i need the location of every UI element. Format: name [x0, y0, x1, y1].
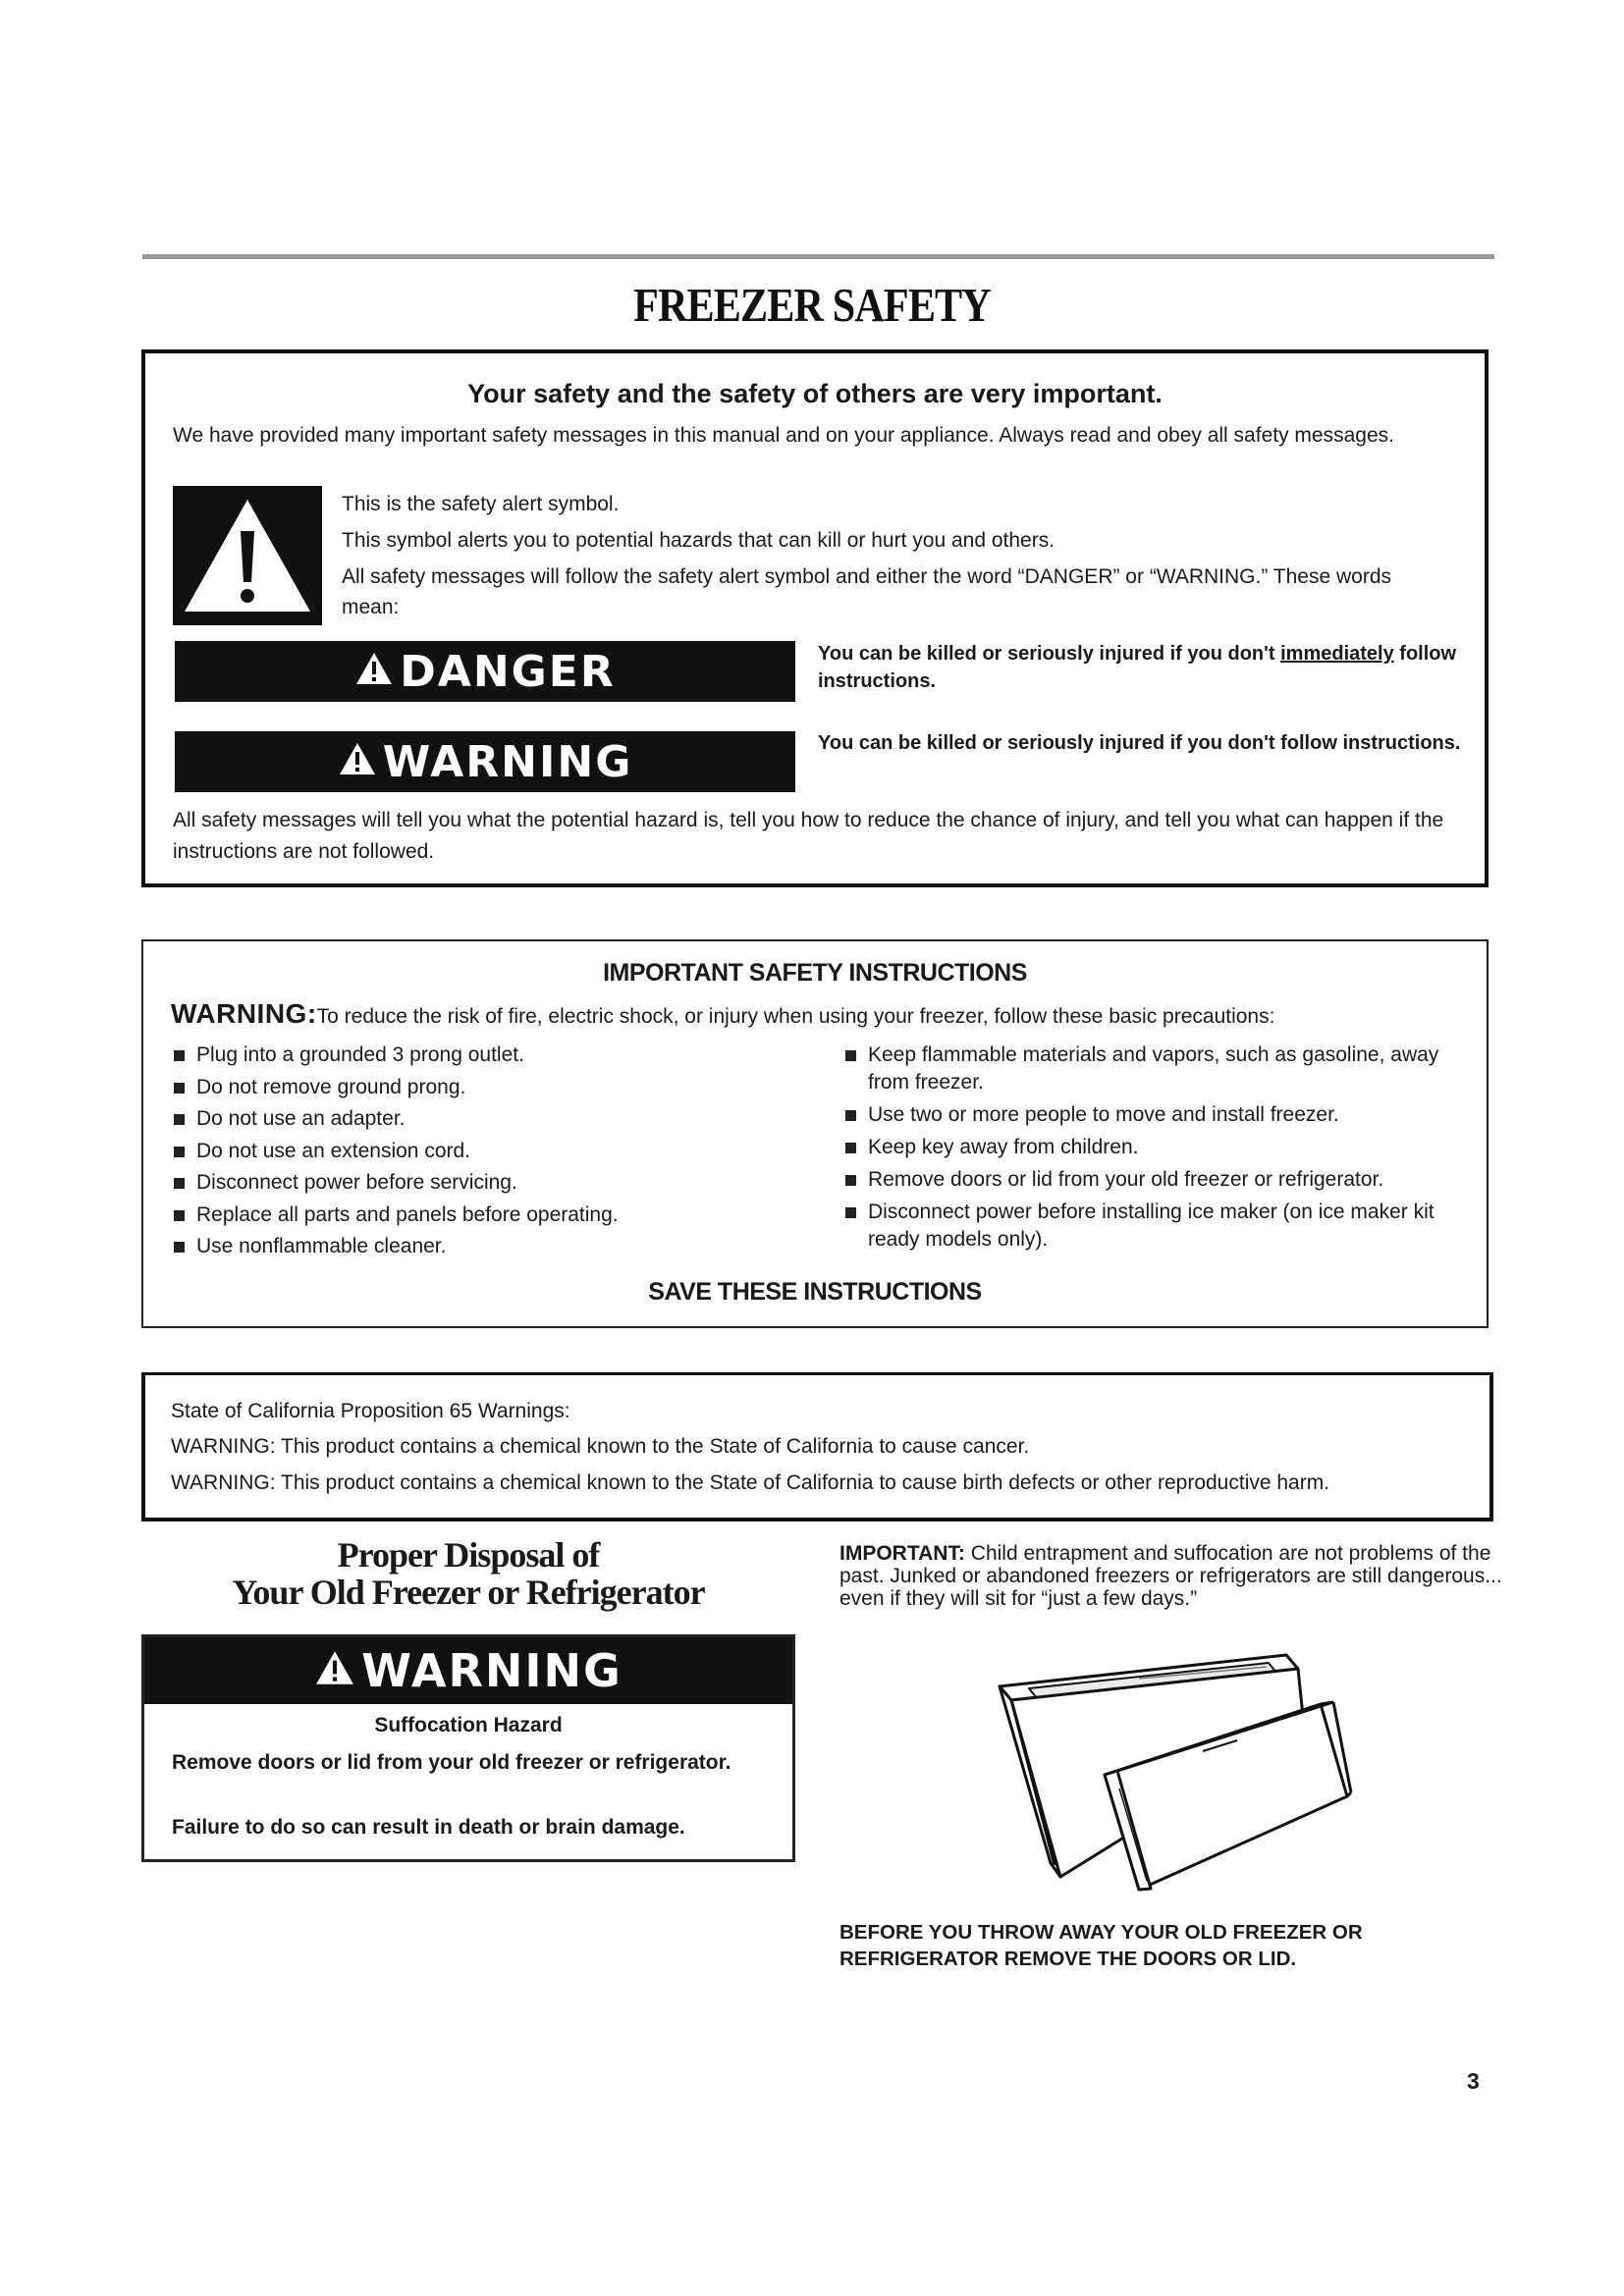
safety-closing: All safety messages will tell you what the potential hazard is, tell you how to reduce the chance of injury, and tell you what can happen if the instructions are not followed. — [173, 809, 1444, 863]
symbol-line: All safety messages will follow the safety alert symbol and either the word “DANGER” or “WARNING.” These words mean: — [342, 565, 1392, 618]
disposal-title-line: Your Old Freezer or Refrigerator — [232, 1573, 705, 1612]
warning-banner — [144, 1637, 792, 1704]
list-item: Remove doors or lid from your old freezer or refrigerator. — [844, 1166, 1473, 1194]
safety-alert-icon — [173, 486, 322, 625]
warning-word: WARNING: — [171, 998, 317, 1029]
chest-freezer-illustration — [992, 1649, 1353, 1904]
hazard-title: Suffocation Hazard — [374, 1714, 563, 1736]
top-rule — [142, 254, 1494, 259]
list-item: Do not use an extension cord. — [173, 1138, 801, 1170]
page-number: 3 — [1467, 2068, 1480, 2094]
prop65-reproductive-warning: WARNING: This product contains a chemical known to the State of California to cause birth defects or other reproductive harm. — [171, 1471, 1330, 1494]
precautions-right-list — [844, 1041, 1473, 1258]
list-item: Keep flammable materials and vapors, such as gasoline, away from freezer. — [844, 1041, 1473, 1096]
symbol-line: This is the safety alert symbol. — [342, 493, 620, 515]
instructions-heading: IMPORTANT SAFETY INSTRUCTIONS — [603, 959, 1027, 987]
important-label: IMPORTANT: — [839, 1542, 965, 1565]
list-item: Do not remove ground prong. — [173, 1074, 801, 1106]
warning-triangle-icon — [354, 647, 394, 697]
warning-triangle-icon — [314, 1644, 355, 1697]
list-item: Keep key away from children. — [844, 1134, 1473, 1161]
list-item: Plug into a grounded 3 prong outlet. — [173, 1041, 801, 1074]
save-instructions-heading: SAVE THESE INSTRUCTIONS — [648, 1278, 982, 1306]
danger-text: follow instructions. — [818, 643, 1457, 692]
instructions-warning — [171, 998, 1274, 1030]
list-item: Use nonflammable cleaner. — [173, 1233, 801, 1265]
important-text: Child entrapment and suffocation are not problems of the past. Junked or abandoned freezers or refrigerators are still dangerous... even if they will sit for “just a few days.” — [839, 1542, 1502, 1610]
safety-heading: Your safety and the safety of others are very important. — [467, 379, 1163, 408]
instructions-box — [141, 939, 1489, 1328]
list-item: Disconnect power before servicing. — [173, 1169, 801, 1201]
before-disposal-notice: BEFORE YOU THROW AWAY YOUR OLD FREEZER OR REFRIGERATOR REMOVE THE DOORS OR LID. — [839, 1921, 1363, 1970]
safety-intro: We have provided many important safety messages in this manual and on your appliance. Always read and obey all safety messages. — [173, 424, 1394, 447]
disposal-title — [142, 1536, 794, 1611]
warning-description: You can be killed or seriously injured if you don't follow instructions. — [818, 732, 1461, 754]
list-item: Use two or more people to move and install freezer. — [844, 1101, 1473, 1129]
symbol-line: This symbol alerts you to potential hazards that can kill or hurt you and others. — [342, 529, 1056, 552]
hazard-consequence: Failure to do so can result in death or brain damage. — [172, 1816, 685, 1839]
suffocation-warning-box — [141, 1634, 795, 1862]
warning-triangle-icon — [338, 737, 377, 787]
warning-label: WARNING — [382, 736, 633, 787]
danger-banner — [175, 641, 795, 702]
page-title: FREEZER SAFETY — [633, 278, 991, 332]
warning-precautions: To reduce the risk of fire, electric shock, or injury when using your freezer, follow these basic precautions: — [316, 1005, 1275, 1028]
symbol-explanation — [342, 489, 1432, 628]
danger-description — [818, 640, 1478, 695]
important-note — [839, 1542, 1503, 1610]
danger-text: You can be killed or seriously injured if you don't — [818, 643, 1281, 665]
warning-label: WARNING — [361, 1644, 623, 1697]
prop65-title: State of California Proposition 65 Warnings: — [171, 1400, 570, 1422]
warning-banner — [175, 731, 795, 792]
prop65-cancer-warning: WARNING: This product contains a chemical known to the State of California to cause cancer. — [171, 1435, 1030, 1458]
list-item: Replace all parts and panels before operating. — [173, 1201, 801, 1234]
list-item: Do not use an adapter. — [173, 1105, 801, 1138]
disposal-title-line: Proper Disposal of — [337, 1535, 600, 1575]
hazard-instruction: Remove doors or lid from your old freezer or refrigerator. — [172, 1751, 731, 1774]
danger-label: DANGER — [400, 646, 616, 697]
precautions-left-list — [173, 1041, 801, 1265]
list-item: Disconnect power before installing ice maker (on ice maker kit ready models only). — [844, 1199, 1473, 1254]
prop65-box — [141, 1372, 1493, 1522]
danger-emphasis: immediately — [1280, 643, 1394, 665]
safety-message-box — [141, 349, 1489, 887]
